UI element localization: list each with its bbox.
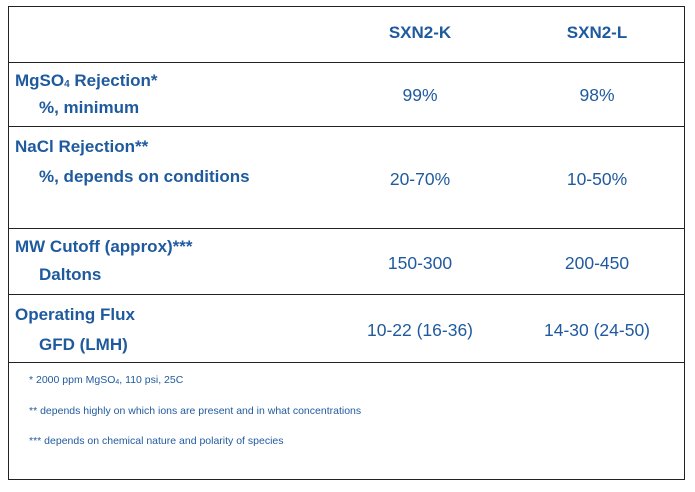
col-header-sxn2-l: SXN2-L — [566, 23, 628, 42]
row-mgso4-rejection — [9, 63, 684, 127]
value-sxn2-k: 10-22 (16-36) — [366, 320, 474, 340]
value-sxn2-k: 99% — [402, 85, 438, 105]
footnote-1: * 2000 ppm MgSO$_4$, 110 psi, 25C — [29, 374, 184, 386]
row-label: NaCl Rejection** — [15, 137, 149, 156]
row-label: MW Cutoff (approx)*** — [15, 237, 193, 256]
row-operating-flux — [9, 295, 684, 363]
value-sxn2-l: 200-450 — [564, 253, 630, 273]
row-sublabel: Daltons — [39, 265, 102, 284]
row-nacl-rejection — [9, 127, 684, 229]
header-row — [9, 7, 684, 63]
footnote-3: *** depends on chemical nature and polarity of species — [29, 435, 284, 447]
row-label: Operating Flux — [15, 305, 135, 324]
row-label: MgSO$_4$ Rejection* — [15, 71, 158, 90]
footnote-2: ** depends highly on which ions are present and in what concentrations — [29, 405, 362, 417]
col-header-sxn2-k: SXN2-K — [388, 23, 452, 42]
row-sublabel: %, minimum — [39, 98, 140, 117]
value-sxn2-k: 20-70% — [389, 169, 451, 189]
row-mw-cutoff — [9, 229, 684, 295]
value-sxn2-l: 98% — [579, 85, 615, 105]
value-sxn2-l: 14-30 (24-50) — [543, 320, 651, 340]
value-sxn2-l: 10-50% — [566, 169, 628, 189]
spec-table — [8, 6, 685, 480]
row-sublabel: GFD (LMH) — [39, 335, 128, 354]
value-sxn2-k: 150-300 — [387, 253, 453, 273]
row-sublabel: %, depends on conditions — [39, 167, 250, 186]
